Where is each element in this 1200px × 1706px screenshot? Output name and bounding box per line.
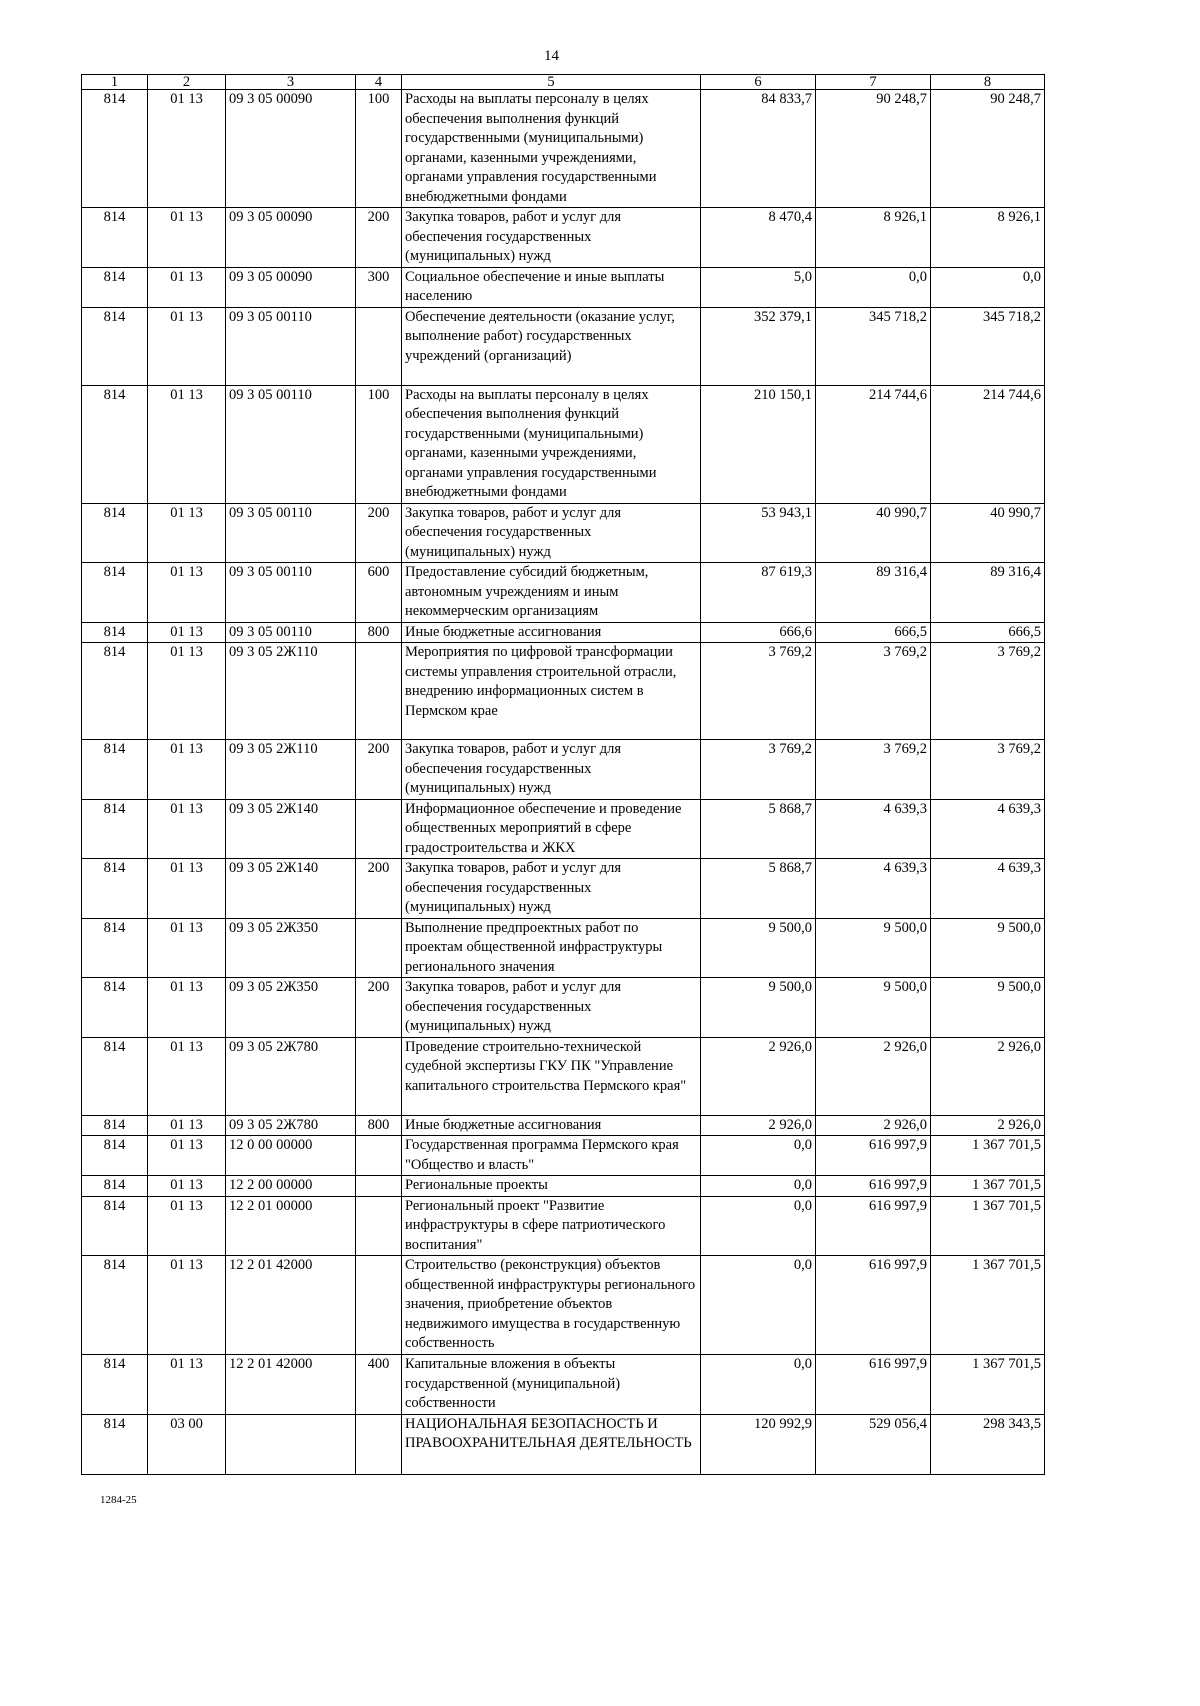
expense-type-cell: 600 [356,563,402,623]
amount-2025-cell: 5 868,7 [701,799,816,859]
grbs-code-cell: 814 [82,978,148,1038]
target-article-cell [226,1414,356,1474]
table-row [82,622,1045,643]
description-cell: Закупка товаров, работ и услуг для обеспечения государственных (муниципальных) нужд [402,859,701,919]
grbs-code-cell: 814 [82,90,148,208]
target-article-cell: 09 3 05 00090 [226,208,356,268]
target-article-cell: 12 0 00 00000 [226,1136,356,1176]
amount-2027-cell: 8 926,1 [931,208,1045,268]
table-row [82,1414,1045,1474]
section-cell: 01 13 [148,1256,226,1355]
table-row [82,643,1045,740]
section-cell: 01 13 [148,307,226,385]
table-row [82,563,1045,623]
section-cell: 01 13 [148,1037,226,1115]
section-cell: 01 13 [148,385,226,503]
amount-2026-cell: 4 639,3 [816,859,931,919]
grbs-code-cell: 814 [82,563,148,623]
amount-2025-cell: 3 769,2 [701,740,816,800]
amount-2026-cell: 529 056,4 [816,1414,931,1474]
table-row [82,1355,1045,1415]
grbs-code-cell: 814 [82,503,148,563]
grbs-code-cell: 814 [82,740,148,800]
target-article-cell: 09 3 05 00110 [226,563,356,623]
grbs-code-cell: 814 [82,859,148,919]
column-header: 6 [701,75,816,90]
section-cell: 01 13 [148,1115,226,1136]
section-cell: 01 13 [148,1136,226,1176]
amount-2025-cell: 84 833,7 [701,90,816,208]
table-row [82,503,1045,563]
column-header: 2 [148,75,226,90]
amount-2027-cell: 345 718,2 [931,307,1045,385]
amount-2025-cell: 666,6 [701,622,816,643]
target-article-cell: 09 3 05 2Ж140 [226,859,356,919]
expense-type-cell [356,1196,402,1256]
expense-type-cell [356,307,402,385]
expense-type-cell: 200 [356,503,402,563]
amount-2027-cell: 9 500,0 [931,918,1045,978]
table-row [82,859,1045,919]
amount-2025-cell: 87 619,3 [701,563,816,623]
description-cell: Информационное обеспечение и проведение общественных мероприятий в сфере градостроительства и ЖКХ [402,799,701,859]
section-cell: 01 13 [148,799,226,859]
description-cell: Иные бюджетные ассигнования [402,622,701,643]
expense-type-cell: 400 [356,1355,402,1415]
table-row [82,90,1045,208]
amount-2025-cell: 0,0 [701,1355,816,1415]
section-cell: 01 13 [148,918,226,978]
grbs-code-cell: 814 [82,1256,148,1355]
amount-2027-cell: 1 367 701,5 [931,1196,1045,1256]
grbs-code-cell: 814 [82,622,148,643]
amount-2027-cell: 0,0 [931,267,1045,307]
target-article-cell: 12 2 00 00000 [226,1176,356,1197]
amount-2026-cell: 4 639,3 [816,799,931,859]
amount-2025-cell: 0,0 [701,1136,816,1176]
description-cell: Выполнение предпроектных работ по проектам общественной инфраструктуры регионального значения [402,918,701,978]
column-header: 1 [82,75,148,90]
amount-2026-cell: 2 926,0 [816,1115,931,1136]
amount-2025-cell: 2 926,0 [701,1037,816,1115]
amount-2027-cell: 298 343,5 [931,1414,1045,1474]
grbs-code-cell: 814 [82,1136,148,1176]
expense-type-cell: 800 [356,622,402,643]
description-cell: Строительство (реконструкция) объектов общественной инфраструктуры регионального значения, приобретение объектов недвижимого имущества в государственную собственность [402,1256,701,1355]
target-article-cell: 09 3 05 00110 [226,622,356,643]
amount-2025-cell: 352 379,1 [701,307,816,385]
table-row [82,208,1045,268]
target-article-cell: 09 3 05 2Ж140 [226,799,356,859]
expense-type-cell: 200 [356,208,402,268]
amount-2027-cell: 1 367 701,5 [931,1355,1045,1415]
target-article-cell: 09 3 05 2Ж780 [226,1115,356,1136]
grbs-code-cell: 814 [82,208,148,268]
amount-2027-cell: 89 316,4 [931,563,1045,623]
amount-2026-cell: 666,5 [816,622,931,643]
amount-2027-cell: 9 500,0 [931,978,1045,1038]
amount-2025-cell: 5 868,7 [701,859,816,919]
amount-2025-cell: 2 926,0 [701,1115,816,1136]
table-body [82,90,1045,1475]
description-cell: Закупка товаров, работ и услуг для обеспечения государственных (муниципальных) нужд [402,208,701,268]
amount-2026-cell: 616 997,9 [816,1136,931,1176]
table-row [82,1256,1045,1355]
amount-2025-cell: 210 150,1 [701,385,816,503]
target-article-cell: 09 3 05 2Ж350 [226,978,356,1038]
amount-2025-cell: 9 500,0 [701,918,816,978]
expense-type-cell [356,1037,402,1115]
table-header-row [82,75,1045,90]
table-row [82,740,1045,800]
amount-2027-cell: 1 367 701,5 [931,1136,1045,1176]
amount-2026-cell: 3 769,2 [816,643,931,740]
description-cell: Капитальные вложения в объекты государственной (муниципальной) собственности [402,1355,701,1415]
amount-2025-cell: 0,0 [701,1256,816,1355]
amount-2026-cell: 90 248,7 [816,90,931,208]
amount-2026-cell: 616 997,9 [816,1256,931,1355]
grbs-code-cell: 814 [82,1115,148,1136]
amount-2026-cell: 3 769,2 [816,740,931,800]
description-cell: Проведение строительно-технической судебной экспертизы ГКУ ПК "Управление капитального строительства Пермского края" [402,1037,701,1115]
section-cell: 01 13 [148,503,226,563]
grbs-code-cell: 814 [82,1355,148,1415]
table-row [82,1196,1045,1256]
expense-type-cell: 100 [356,385,402,503]
amount-2026-cell: 89 316,4 [816,563,931,623]
amount-2026-cell: 616 997,9 [816,1196,931,1256]
amount-2027-cell: 40 990,7 [931,503,1045,563]
section-cell: 01 13 [148,563,226,623]
amount-2027-cell: 1 367 701,5 [931,1176,1045,1197]
section-cell: 01 13 [148,1196,226,1256]
amount-2026-cell: 616 997,9 [816,1176,931,1197]
table-row [82,307,1045,385]
amount-2026-cell: 616 997,9 [816,1355,931,1415]
amount-2026-cell: 2 926,0 [816,1037,931,1115]
table-row [82,1115,1045,1136]
target-article-cell: 09 3 05 00110 [226,307,356,385]
table-row [82,1037,1045,1115]
amount-2027-cell: 3 769,2 [931,643,1045,740]
amount-2027-cell: 4 639,3 [931,859,1045,919]
section-cell: 01 13 [148,622,226,643]
target-article-cell: 09 3 05 2Ж350 [226,918,356,978]
amount-2025-cell: 9 500,0 [701,978,816,1038]
target-article-cell: 12 2 01 42000 [226,1256,356,1355]
amount-2027-cell: 2 926,0 [931,1115,1045,1136]
description-cell: Иные бюджетные ассигнования [402,1115,701,1136]
target-article-cell: 12 2 01 42000 [226,1355,356,1415]
target-article-cell: 09 3 05 00090 [226,90,356,208]
amount-2026-cell: 214 744,6 [816,385,931,503]
page-number: 14 [544,48,559,64]
expense-type-cell [356,1136,402,1176]
section-cell: 01 13 [148,1176,226,1197]
description-cell: НАЦИОНАЛЬНАЯ БЕЗОПАСНОСТЬ И ПРАВООХРАНИТЕЛЬНАЯ ДЕЯТЕЛЬНОСТЬ [402,1414,701,1474]
expense-type-cell [356,799,402,859]
column-header: 8 [931,75,1045,90]
table-row [82,918,1045,978]
column-header: 5 [402,75,701,90]
grbs-code-cell: 814 [82,799,148,859]
expense-type-cell: 200 [356,978,402,1038]
document-code: 1284-25 [100,1494,137,1506]
target-article-cell: 09 3 05 2Ж780 [226,1037,356,1115]
expense-type-cell [356,918,402,978]
expense-type-cell [356,1256,402,1355]
section-cell: 01 13 [148,643,226,740]
expense-type-cell: 100 [356,90,402,208]
description-cell: Государственная программа Пермского края "Общество и власть" [402,1136,701,1176]
amount-2027-cell: 1 367 701,5 [931,1256,1045,1355]
amount-2025-cell: 5,0 [701,267,816,307]
description-cell: Закупка товаров, работ и услуг для обеспечения государственных (муниципальных) нужд [402,503,701,563]
section-cell: 01 13 [148,267,226,307]
amount-2025-cell: 0,0 [701,1196,816,1256]
amount-2026-cell: 8 926,1 [816,208,931,268]
amount-2025-cell: 0,0 [701,1176,816,1197]
description-cell: Предоставление субсидий бюджетным, автономным учреждениям и иным некоммерческим организациям [402,563,701,623]
amount-2027-cell: 3 769,2 [931,740,1045,800]
description-cell: Социальное обеспечение и иные выплаты населению [402,267,701,307]
target-article-cell: 09 3 05 00110 [226,385,356,503]
expense-type-cell: 200 [356,859,402,919]
section-cell: 01 13 [148,208,226,268]
amount-2025-cell: 53 943,1 [701,503,816,563]
description-cell: Расходы на выплаты персоналу в целях обеспечения выполнения функций государственными (муниципальными) органами, казенными учреждениями, органами управления государственными внебюджетными фондами [402,385,701,503]
column-header: 3 [226,75,356,90]
amount-2027-cell: 4 639,3 [931,799,1045,859]
table-row [82,1176,1045,1197]
target-article-cell: 12 2 01 00000 [226,1196,356,1256]
description-cell: Закупка товаров, работ и услуг для обеспечения государственных (муниципальных) нужд [402,978,701,1038]
table-row [82,267,1045,307]
grbs-code-cell: 814 [82,1196,148,1256]
grbs-code-cell: 814 [82,918,148,978]
grbs-code-cell: 814 [82,1037,148,1115]
amount-2025-cell: 8 470,4 [701,208,816,268]
table-row [82,385,1045,503]
description-cell: Мероприятия по цифровой трансформации системы управления строительной отрасли, внедрению информационных систем в Пермском крае [402,643,701,740]
description-cell: Расходы на выплаты персоналу в целях обеспечения выполнения функций государственными (муниципальными) органами, казенными учреждениями, органами управления государственными внебюджетными фондами [402,90,701,208]
amount-2026-cell: 0,0 [816,267,931,307]
expense-type-cell [356,1414,402,1474]
amount-2025-cell: 120 992,9 [701,1414,816,1474]
grbs-code-cell: 814 [82,1414,148,1474]
expense-type-cell [356,643,402,740]
column-header: 4 [356,75,402,90]
table-row [82,1136,1045,1176]
amount-2026-cell: 9 500,0 [816,918,931,978]
amount-2027-cell: 2 926,0 [931,1037,1045,1115]
amount-2027-cell: 214 744,6 [931,385,1045,503]
budget-table [81,74,1045,1475]
amount-2026-cell: 40 990,7 [816,503,931,563]
expense-type-cell: 300 [356,267,402,307]
section-cell: 01 13 [148,859,226,919]
table-row [82,799,1045,859]
description-cell: Региональные проекты [402,1176,701,1197]
description-cell: Обеспечение деятельности (оказание услуг, выполнение работ) государственных учреждений (организаций) [402,307,701,385]
target-article-cell: 09 3 05 2Ж110 [226,643,356,740]
target-article-cell: 09 3 05 2Ж110 [226,740,356,800]
target-article-cell: 09 3 05 00110 [226,503,356,563]
expense-type-cell: 800 [356,1115,402,1136]
section-cell: 01 13 [148,1355,226,1415]
section-cell: 01 13 [148,978,226,1038]
grbs-code-cell: 814 [82,1176,148,1197]
section-cell: 01 13 [148,740,226,800]
amount-2026-cell: 345 718,2 [816,307,931,385]
target-article-cell: 09 3 05 00090 [226,267,356,307]
amount-2026-cell: 9 500,0 [816,978,931,1038]
section-cell: 01 13 [148,90,226,208]
grbs-code-cell: 814 [82,267,148,307]
grbs-code-cell: 814 [82,307,148,385]
grbs-code-cell: 814 [82,643,148,740]
expense-type-cell: 200 [356,740,402,800]
column-header: 7 [816,75,931,90]
table-row [82,978,1045,1038]
section-cell: 03 00 [148,1414,226,1474]
description-cell: Региональный проект "Развитие инфраструктуры в сфере патриотического воспитания" [402,1196,701,1256]
amount-2027-cell: 90 248,7 [931,90,1045,208]
expense-type-cell [356,1176,402,1197]
amount-2027-cell: 666,5 [931,622,1045,643]
grbs-code-cell: 814 [82,385,148,503]
amount-2025-cell: 3 769,2 [701,643,816,740]
description-cell: Закупка товаров, работ и услуг для обеспечения государственных (муниципальных) нужд [402,740,701,800]
